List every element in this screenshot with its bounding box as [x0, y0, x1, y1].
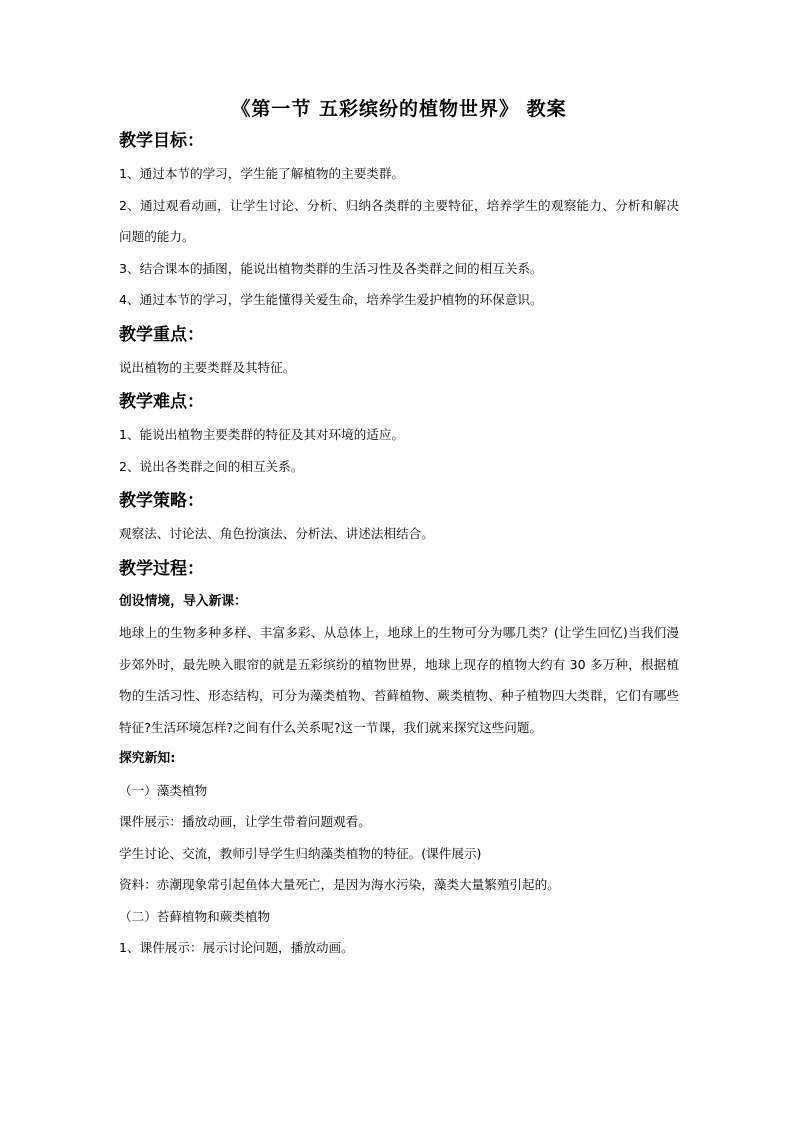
difficulty-item-2: 2、说出各类群之间的相互关系。: [119, 458, 304, 474]
explore-subheading: 探究新知:: [119, 751, 176, 766]
explore-item-3: 学生讨论、交流，教师引导学生归纳藻类植物的特征。(课件展示): [119, 845, 482, 861]
objective-item-4: 4、通过本节的学习，学生能懂得关爱生命，培养学生爱护植物的环保意识。: [119, 292, 543, 307]
document-page: [119, 96, 679, 964]
objectives-heading: 教学目标：: [119, 131, 204, 151]
explore-item-4: 资料：赤潮现象常引起鱼体大量死亡，是因为海水污染，藻类大量繁殖引起的。: [119, 877, 560, 892]
process-heading: 教学过程：: [119, 558, 204, 579]
explore-item-2: 课件展示：播放动画，让学生带着问题观看。: [119, 814, 371, 829]
explore-item-1: （一）藻类植物: [119, 782, 208, 798]
intro-paragraph: 地球上的生物多种多样、丰富多彩、从总体上，地球上的生物可分为哪几类？(让学生回忆)当我们漫步郊外时，最先映入眼帘的就是五彩缤纷的植物世界，地球上现存的植物大约有 30 多万种，根据植物的生活习性、形态结构，可分为藻类植物、苔藓植物、蕨类植物、种子植物四大类群，它们有哪些特征?生活环境怎样?之间有什么关系呢?这一节课，我们就来探究这些问题。: [119, 625, 679, 735]
document-title: 《第一节 五彩缤纷的植物世界》 教案: [231, 98, 567, 120]
strategies-heading: 教学策略：: [119, 491, 204, 511]
explore-item-5: （二）苔藓植物和蕨类植物: [119, 908, 271, 924]
key-point-item-1: 说出植物的主要类群及其特征。: [119, 359, 296, 375]
difficulty-item-1: 1、能说出植物主要类群的特征及其对环境的适应。: [119, 427, 405, 442]
objective-item-2: 2、通过观看动画，让学生讨论、分析、归纳各类群的主要特征，培养学生的观察能力、分析和解决问题的能力。: [119, 197, 679, 244]
difficulties-heading: 教学难点：: [119, 392, 204, 412]
intro-subheading: 创设情境，导入新课：: [119, 593, 247, 609]
strategy-item-1: 观察法、讨论法、角色扮演法、分析法、讲述法相结合。: [119, 526, 434, 541]
key-points-heading: 教学重点：: [119, 324, 204, 345]
objective-item-1: 1、通过本节的学习，学生能了解植物的主要类群。: [119, 166, 405, 181]
objective-item-3: 3、结合课本的插图，能说出植物类群的生活习性及各类群之间的相互关系。: [119, 260, 543, 276]
explore-item-6: 1、课件展示：展示讨论问题，播放动画。: [119, 940, 354, 955]
